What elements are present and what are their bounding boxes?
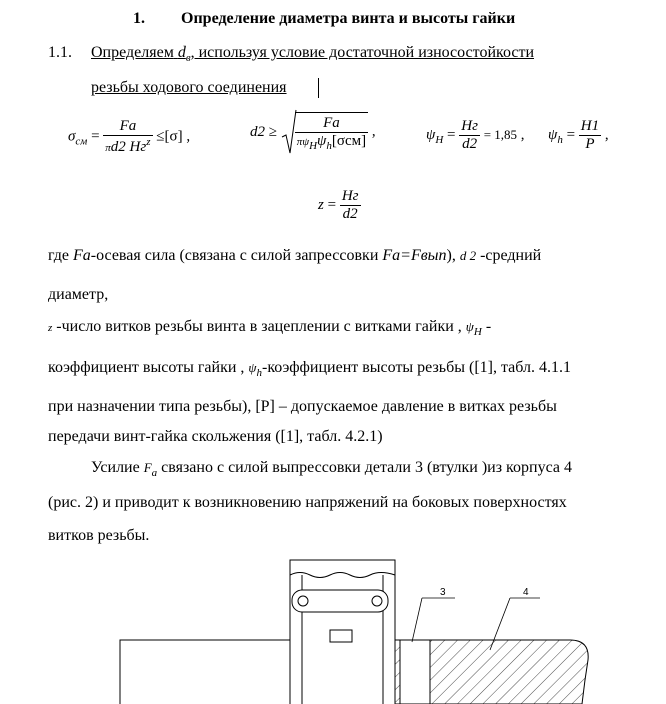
- small-block: [330, 630, 352, 642]
- formula-psiH: $\psi_H$ = $\frac{Hг}{d2}$ = 1,85 ,: [426, 118, 525, 152]
- formula-z: z = $\frac{Hг}{d2}$: [318, 188, 359, 222]
- fraction-z: $\frac{Hг}{d2}$: [341, 188, 359, 222]
- paragraph-line-5: при назначении типа резьбы), [P] – допускаемое давление в витках резьбы: [48, 398, 557, 415]
- stem-cap: [290, 573, 395, 578]
- paragraph-line-3: z -число витков резьбы винта в зацеплении с витками гайки , $\psi_H$ -: [48, 318, 492, 339]
- paragraph-line-7: Усилие $F_a$ связано с силой выпрессовки детали 3 (втулки )из корпуса 4: [91, 459, 572, 480]
- link-part: [292, 590, 388, 612]
- sleeve-part: [400, 640, 430, 704]
- paragraph-line-8: (рис. 2) и приводит к возникновению напряжений на боковых поверхностях: [48, 494, 567, 511]
- heading-title: Определение диаметра винта и высоты гайки: [181, 10, 516, 27]
- section-line1: [91, 44, 534, 64]
- paragraph-line-2: диаметр,: [48, 286, 109, 303]
- fraction-sigma: $\frac{Fa}{\pi d2 Hг^z}$: [105, 118, 151, 155]
- fraction-psih: $\frac{H1}{P}$: [580, 118, 600, 152]
- sqrt-sign: [281, 109, 297, 155]
- formula-sigma: $\sigma_{см}$ = $\frac{Fa}{\pi d2 Hг^z}$ ≤[σ] ,: [68, 118, 191, 155]
- paragraph-line-6: передачи винт-гайка скольжения ([1], табл. 4.2.1): [48, 428, 383, 445]
- formula-d2: d2 ≥ $\frac{Fa}{\pi\psi_H\psi_h[\sigma см]}$ ,: [250, 112, 376, 152]
- section-number: 1.1.: [48, 44, 72, 61]
- technical-drawing: [0, 550, 666, 704]
- housing-left-outline: [120, 640, 290, 704]
- formula-psih: $\psi_h$ = $\frac{H1}{P}$ ,: [548, 118, 609, 152]
- heading-number: 1.: [133, 10, 145, 27]
- paragraph-line-4: коэффициент высоты гайки , $\psi_h$-коэффициент высоты резьбы ([1], табл. 4.1.1: [48, 359, 571, 380]
- paragraph-line-9: витков резьбы.: [48, 527, 150, 544]
- section-part1: Определяем: [91, 44, 174, 61]
- var-dv: $d_в$: [177, 44, 191, 65]
- label-3: 3: [440, 587, 446, 598]
- label-4: 4: [523, 587, 529, 598]
- text-cursor: [318, 78, 319, 98]
- fraction-psiH: $\frac{Hг}{d2}$: [461, 118, 478, 152]
- section-line2: резьбы ходового соединения: [91, 79, 287, 96]
- section-part2: , используя условие достаточной износостойкости: [190, 44, 535, 61]
- paragraph-line-1: где Fa-осевая сила (связана с силой запрессовки Fa=Fвып), d 2 -средний: [48, 247, 542, 264]
